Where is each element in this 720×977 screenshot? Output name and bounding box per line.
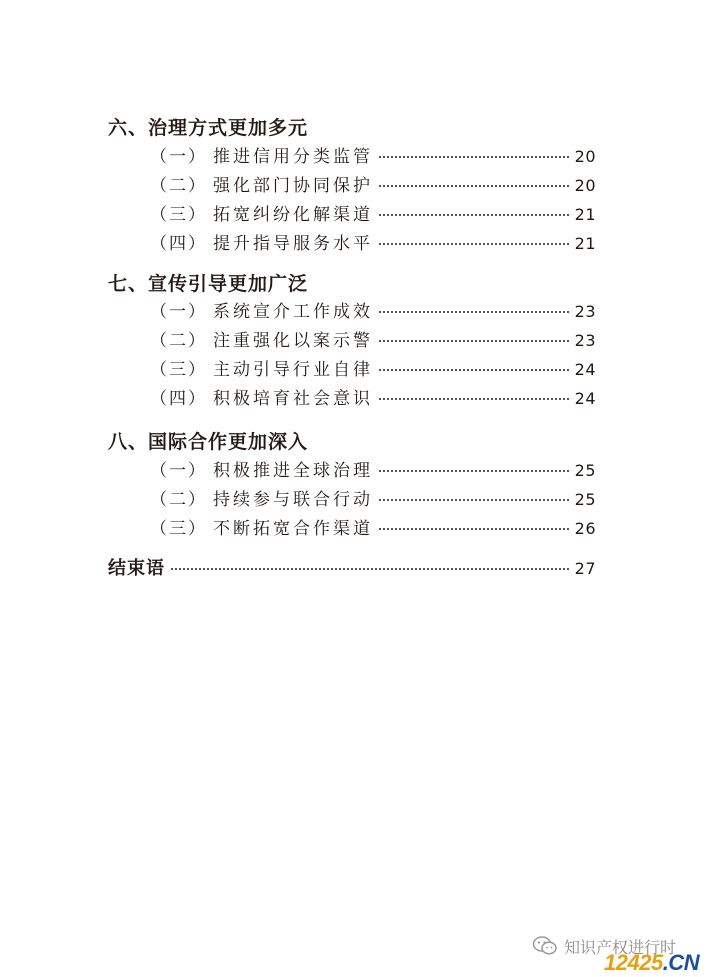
entry-title: 强化部门协同保护 bbox=[213, 176, 373, 196]
entry-title: 注重强化以案示警 bbox=[213, 331, 373, 351]
entry-number: （三） bbox=[150, 205, 207, 225]
entry-page: 21 bbox=[574, 205, 596, 224]
toc-entry[interactable] bbox=[150, 485, 596, 510]
entry-title: 结束语 bbox=[108, 558, 165, 579]
dot-leader bbox=[379, 369, 569, 371]
toc-entry[interactable] bbox=[150, 456, 596, 481]
entry-title: 提升指导服务水平 bbox=[213, 234, 373, 254]
entry-page: 25 bbox=[574, 461, 596, 480]
entry-title: 推进信用分类监管 bbox=[213, 147, 373, 167]
toc-entry[interactable] bbox=[150, 514, 596, 539]
entry-page: 20 bbox=[574, 147, 596, 166]
entry-number: （二） bbox=[150, 176, 207, 196]
entry-number: （三） bbox=[150, 360, 207, 380]
dot-leader bbox=[379, 470, 569, 472]
entry-number: （四） bbox=[150, 234, 207, 254]
toc-entry[interactable] bbox=[150, 297, 596, 322]
entry-number: （一） bbox=[150, 147, 207, 167]
toc-entry[interactable] bbox=[150, 200, 596, 225]
toc-entry-conclusion[interactable] bbox=[108, 554, 596, 579]
entry-title: 主动引导行业自律 bbox=[213, 360, 373, 380]
site-watermark-number: 12425 bbox=[604, 950, 663, 975]
entry-title: 系统宣介工作成效 bbox=[213, 302, 373, 322]
entry-title: 积极培育社会意识 bbox=[213, 389, 373, 409]
site-watermark-domain: .CN bbox=[662, 950, 700, 975]
dot-leader bbox=[379, 499, 569, 501]
dot-leader bbox=[379, 398, 569, 400]
dot-leader bbox=[379, 243, 569, 245]
dot-leader bbox=[171, 568, 569, 570]
entry-number: （二） bbox=[150, 490, 207, 510]
entry-page: 21 bbox=[574, 234, 596, 253]
entry-title: 持续参与联合行动 bbox=[213, 490, 373, 510]
entry-title: 积极推进全球治理 bbox=[213, 461, 373, 481]
toc-entry[interactable] bbox=[150, 326, 596, 351]
entry-page: 23 bbox=[574, 331, 596, 350]
wechat-account-name: 知识产权进行时 bbox=[564, 937, 677, 957]
entry-page: 26 bbox=[574, 519, 596, 538]
dot-leader bbox=[379, 528, 569, 530]
dot-leader bbox=[379, 340, 569, 342]
section-heading-8: 八、国际合作更加深入 bbox=[108, 431, 309, 453]
wechat-icon bbox=[532, 935, 558, 957]
entry-page: 24 bbox=[574, 389, 596, 408]
entry-number: （三） bbox=[150, 519, 207, 539]
toc-entry[interactable] bbox=[150, 355, 596, 380]
entry-page: 24 bbox=[574, 360, 596, 379]
site-watermark bbox=[604, 950, 699, 976]
entry-number: （四） bbox=[150, 389, 207, 409]
entry-title: 不断拓宽合作渠道 bbox=[213, 519, 373, 539]
toc-entry[interactable] bbox=[150, 229, 596, 254]
toc-entry[interactable] bbox=[150, 142, 596, 167]
entry-page: 27 bbox=[574, 559, 596, 578]
section-heading-7: 七、宣传引导更加广泛 bbox=[108, 273, 309, 295]
dot-leader bbox=[379, 214, 569, 216]
section-heading-6: 六、治理方式更加多元 bbox=[108, 117, 309, 139]
entry-number: （一） bbox=[150, 461, 207, 481]
toc-entry[interactable] bbox=[150, 171, 596, 196]
entry-number: （一） bbox=[150, 302, 207, 322]
toc-entry[interactable] bbox=[150, 384, 596, 409]
entry-page: 20 bbox=[574, 176, 596, 195]
dot-leader bbox=[379, 311, 569, 313]
entry-page: 23 bbox=[574, 302, 596, 321]
dot-leader bbox=[379, 185, 569, 187]
entry-number: （二） bbox=[150, 331, 207, 351]
dot-leader bbox=[379, 156, 569, 158]
entry-title: 拓宽纠纷化解渠道 bbox=[213, 205, 373, 225]
entry-page: 25 bbox=[574, 490, 596, 509]
